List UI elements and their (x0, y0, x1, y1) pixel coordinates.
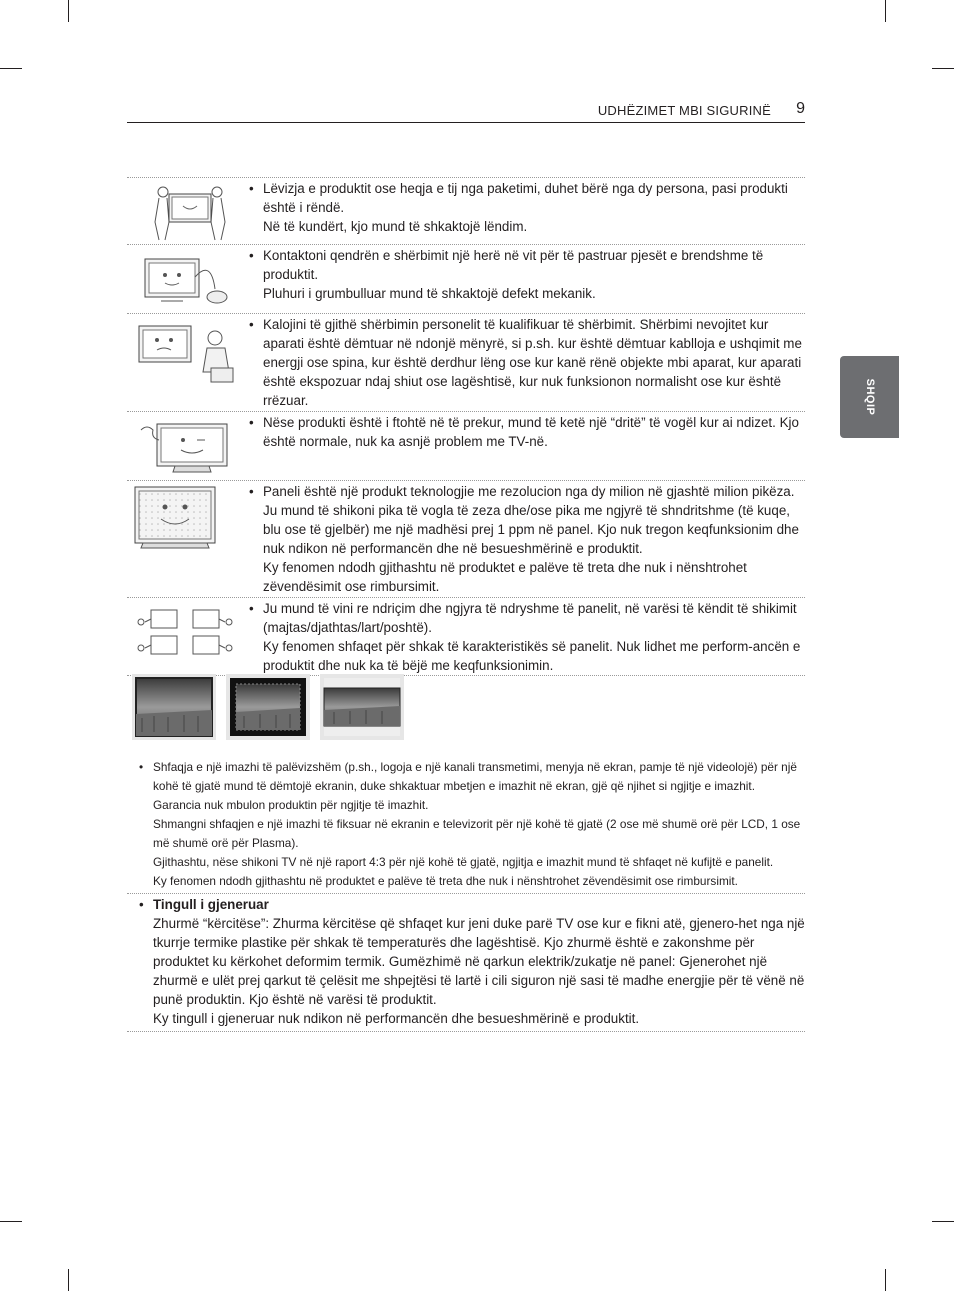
bullet-text: Paneli është një produkt teknologjie me rezolucion nga dy milion në gjashtë milion pikëza. Ju mund të shikoni pika të vogla të zeza dhe/ose pika me ngjyrë të shndritshme (të kuqe, blu ose të gjelbër) me një madhësi prej 1 ppm në panel. Kjo nuk tregon keqfunksionim dhe nuk ndikon në performancën dhe në besueshmërinë e produktit. (263, 484, 799, 556)
sound-note-heading: Tingull i gjeneruar (153, 897, 269, 912)
bullet-text: Gjithashtu, nëse shikoni TV në një raport 4:3 për një kohë të gjatë, ngjitja e imazhit mund të shfaqet në kufijtë e panelit. (153, 855, 774, 869)
bullet-text: Nëse produkti është i ftohtë në të prekur, mund të ketë një “dritë” të vogël kur ai ndizet. Kjo është normale, nuk ka asnjë problem me TV-në. (263, 415, 799, 449)
page-number: 9 (796, 100, 805, 117)
bullet-text: Ky tingull i gjeneruar nuk ndikon në performancën dhe besueshmërinë e produktit. (153, 1011, 640, 1026)
language-tab-label: SHQIP (863, 378, 876, 416)
tv-vacuum-cleaner-icon (131, 249, 239, 314)
list-item (127, 597, 805, 675)
bullet-text: Shfaqja e një imazhi të palëvizshëm (p.sh., logoja e një kanali transmetimi, menyja në ekran, pamje të një videolojë) për një kohë të gjatë mund të dëmtojë ekranin, duke shkaktuar mbetjen e imazhit në ekran, gjë që njihet si ngjitje e imazhit. Garancia nuk mbulon produktin për ngjitje të imazhit. (153, 760, 797, 812)
crop-mark (885, 1269, 886, 1291)
crop-mark (885, 0, 886, 22)
bottom-notes (127, 758, 805, 1032)
bullet-text: Ky fenomen ndodh gjithashtu në produktet e palëve të treta dhe nuk i nënshtrohet zëvendësimit ose rimbursimit. (263, 560, 747, 594)
list-item (127, 177, 805, 244)
bullet-text: Ky fenomen shfaqet për shkak të karakteristikës së panelit. Nuk lidhet me perform-ancën e produktit dhe nuk ka të bëjë me keqfunksionimin. (263, 639, 801, 673)
image-retention-thumbnail (320, 674, 404, 740)
bullet-text: Zhurmë “kërcitëse”: Zhurma kërcitëse që shfaqet kur jeni duke parë TV ose kur e fikni atë, gjenero-het nga një tkurrje termike plastike për shkak të temperaturës dhe lagështisë. Kjo zhurmë është e zakonshme për produktet ku kërkohet deformim termik. Gumëzhimë në qarkun elektrik/zukatje në panel: Gjenerohet një zhurmë e ulët prej qarkut të çelësit me shpejtësi të lartë i cili siguron një sasi të madhe energjie për të vënë në punë produktin. Kjo është në varësi të produktit. (153, 916, 805, 1007)
image-retention-thumbnail (226, 674, 310, 740)
two-people-carrying-tv-icon (131, 182, 239, 247)
section-title: UDHËZIMET MBI SIGURINË (597, 103, 771, 118)
tv-winking-icon (131, 416, 239, 481)
safety-list (127, 177, 805, 676)
bullet-text: Kontaktoni qendrën e shërbimit një herë në vit për të pastruar pjesët e brendshme të produktit. (263, 248, 764, 282)
crop-mark (68, 0, 69, 22)
crop-mark (932, 68, 954, 69)
page-header (127, 100, 805, 123)
bullet-text: Pluhuri i grumbulluar mund të shkaktojë defekt mekanik. (263, 286, 596, 301)
crop-mark (68, 1269, 69, 1291)
bullet-text: Kalojini të gjithë shërbimin personelit të kualifikuar të shërbimit. Shërbimi nevojitet kur aparati është dëmtuar në ndonjë mënyrë, si p.sh. kur është dëmtuar kablloja e ushqimit me energji ose spina, kur është derdhur lëng ose kur kanë rënë objekte mbi aparat, kur aparati është ekspozuar ndaj shiut ose lagështisë, kur nuk funksionon normalisht ose kur është rrëzuar. (263, 317, 802, 408)
retention-note (127, 758, 805, 893)
crop-mark (0, 1221, 22, 1222)
tv-service-technician-icon (131, 318, 239, 393)
tv-viewing-angles-icon (131, 602, 239, 671)
bullet-text: Lëvizja e produktit ose heqja e tij nga paketimi, duhet bërë nga dy persona, pasi produkti është i rëndë. (263, 181, 788, 215)
list-item (127, 480, 805, 597)
language-tab (840, 356, 899, 438)
list-item (127, 313, 805, 411)
bullet-text: Ky fenomen ndodh gjithashtu në produktet e palëve të treta dhe nuk i nënshtrohet zëvendësimit ose rimbursimit. (153, 874, 738, 888)
tv-pixel-dots-icon (131, 485, 239, 556)
sound-note (127, 894, 805, 1031)
list-item (127, 411, 805, 480)
image-retention-thumbnail (132, 674, 216, 740)
list-item (127, 244, 805, 313)
crop-mark (932, 1221, 954, 1222)
crop-mark (0, 68, 22, 69)
bullet-text: Shmangni shfaqjen e një imazhi të fiksuar në ekranin e televizorit për një kohë të gjatë (2 ose më shumë orë për LCD, 1 ose më shumë orë për Plasma). (153, 817, 801, 850)
bullet-text: Ju mund të vini re ndriçim dhe ngjyra të ndryshme të panelit, në varësi të këndit të shikimit (majtas/djathtas/lart/poshtë). (263, 601, 797, 635)
bullet-text: Në të kundërt, kjo mund të shkaktojë lëndim. (263, 219, 528, 234)
